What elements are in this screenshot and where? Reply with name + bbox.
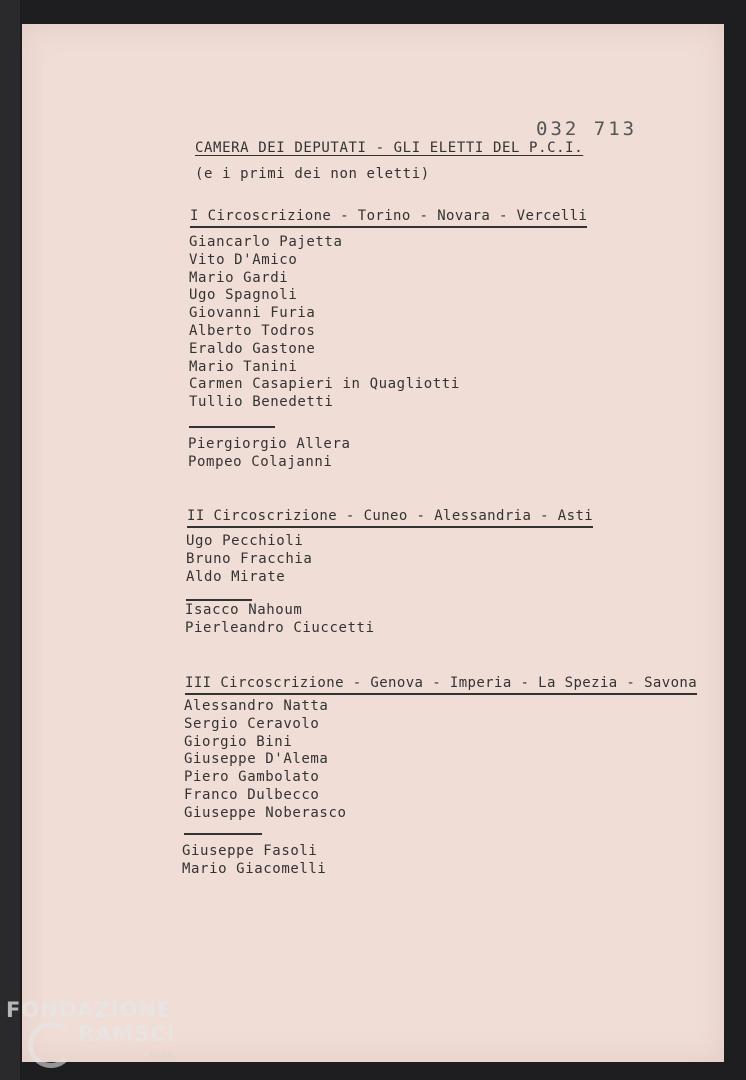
list-item: Giuseppe Fasoli	[182, 843, 318, 859]
logo-line-1: FONDAZIONE	[6, 998, 173, 1022]
list-item: Tullio Benedetti	[189, 394, 334, 411]
list-item: Giorgio Bini	[184, 733, 293, 750]
list-item: Aldo Mirate	[186, 568, 286, 585]
not-elected-list-2	[185, 602, 375, 638]
list-item: Vito D'Amico	[189, 251, 298, 268]
list-item: Alessandro Natta	[184, 698, 329, 714]
separator-rule	[184, 833, 262, 835]
document-subtitle: (e i primi dei non eletti)	[195, 166, 430, 182]
list-item: Ugo Spagnoli	[189, 287, 298, 304]
logo-line-2: RAMSCI	[78, 1022, 176, 1046]
logo-onlus: onlus	[150, 1050, 175, 1060]
separator-rule	[189, 426, 275, 428]
list-item: Alberto Todros	[189, 322, 316, 339]
list-item: Giovanni Furia	[189, 305, 316, 322]
elected-list-2	[186, 533, 312, 586]
binding-edge	[0, 0, 20, 1080]
archive-number: 032 713	[536, 118, 638, 140]
section-title-1: I Circoscrizione - Torino - Novara - Vercelli	[190, 208, 587, 228]
fondazione-gramsci-logo	[6, 998, 176, 1046]
list-item: Mario Giacomelli	[182, 860, 327, 877]
list-item: Giuseppe Noberasco	[184, 804, 347, 821]
document-title: CAMERA DEI DEPUTATI - GLI ELETTI DEL P.C.I.	[195, 140, 584, 156]
elected-list-3	[184, 698, 347, 823]
list-item: Ugo Pecchioli	[186, 533, 304, 549]
list-item: Piergiorgio Allera	[188, 436, 351, 452]
list-item: Mario Gardi	[189, 269, 289, 286]
section-title-3: III Circoscrizione - Genova - Imperia - La Spezia - Savona	[185, 675, 697, 695]
list-item: Bruno Fracchia	[186, 550, 313, 567]
list-item: Sergio Ceravolo	[184, 715, 320, 732]
list-item: Piero Gambolato	[184, 769, 320, 786]
not-elected-list-3	[182, 843, 326, 879]
section-title-2: II Circoscrizione - Cuneo - Alessandria - Asti	[187, 508, 593, 528]
not-elected-list-1	[188, 436, 351, 472]
list-item: Giuseppe D'Alema	[184, 751, 329, 768]
separator-rule	[186, 599, 252, 601]
list-item: Franco Dulbecco	[184, 786, 320, 803]
list-item: Giancarlo Pajetta	[189, 234, 343, 250]
list-item: Isacco Nahoum	[185, 602, 303, 618]
list-item: Mario Tanini	[189, 358, 298, 375]
elected-list-1	[189, 234, 460, 412]
list-item: Pompeo Colajanni	[188, 453, 333, 470]
list-item: Carmen Casapieri in Quagliotti	[189, 376, 460, 393]
list-item: Pierleandro Ciuccetti	[185, 619, 375, 636]
list-item: Eraldo Gastone	[189, 340, 316, 357]
